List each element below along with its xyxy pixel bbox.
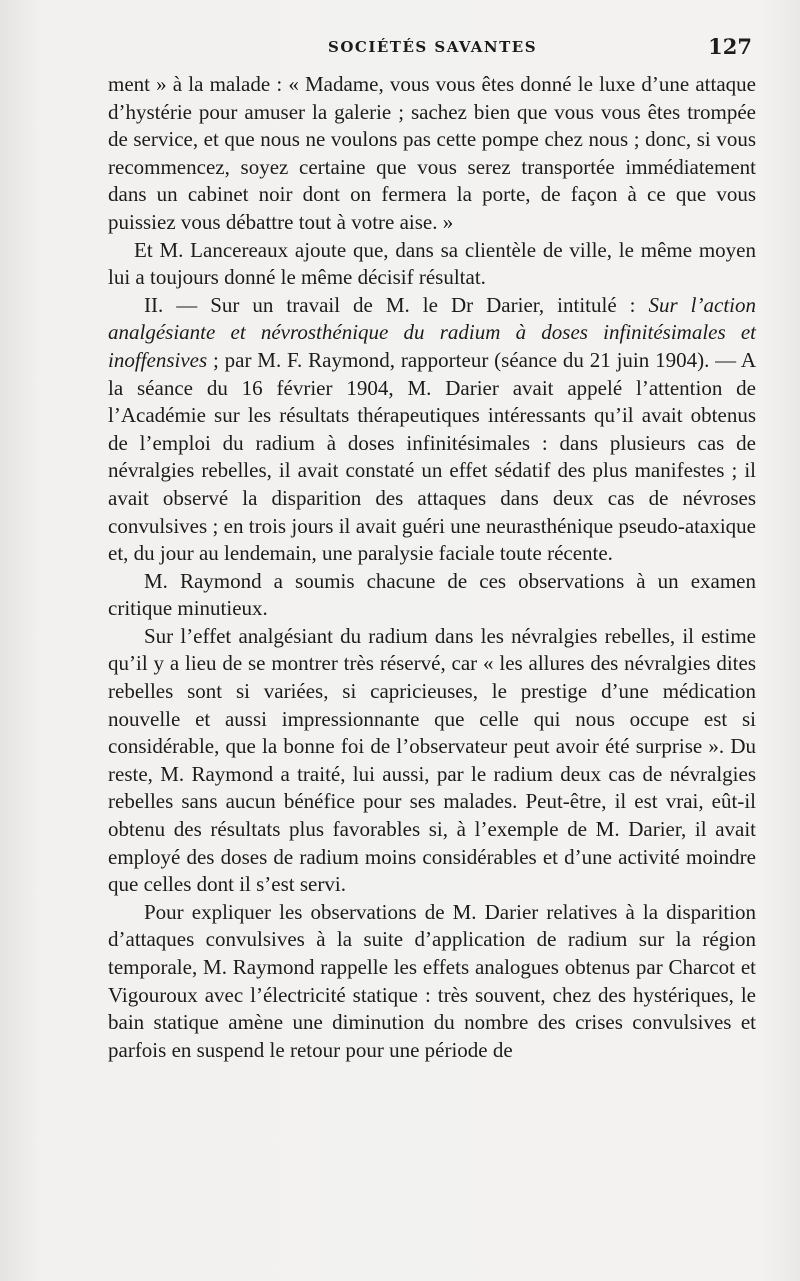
paragraph-6: Pour expliquer les observations de M. Darier relatives à la disparition d’attaques convulsives à la suite d’application de radium sur la région temporale, M. Raymond rappelle les effets analogues obtenus par Charcot et Vigouroux avec l’électricité statique : très souvent, chez des hystériques, le bain statique amène une diminution du nombre des crises convulsives et parfois en suspend le retour pour une période de [108, 899, 756, 1062]
page-number: 127 [708, 34, 752, 59]
running-title: SOCIÉTÉS SAVANTES [328, 38, 538, 56]
paragraph-3 [108, 292, 756, 568]
page-header [110, 34, 762, 62]
paragraph-2: Et M. Lancereaux ajoute que, dans sa clientèle de ville, le même moyen lui a toujours donné le même décisif résultat. [108, 237, 756, 290]
body-text [108, 71, 756, 1064]
paragraph-5: Sur l’effet analgésiant du radium dans les névralgies rebelles, il estime qu’il y a lieu de se montrer très réservé, car « les allures des névralgies dites rebelles sont si variées, si capricieuses, le prestige d’une médication nouvelle et aussi impressionnante que celle qui nous occupe est si considérable, que la bonne foi de l’observateur peut avoir été surprise ». Du reste, M. Raymond a traité, lui aussi, par le radium deux cas de névralgies rebelles sans aucun bénéfice pour ses malades. Peut-être, il est vrai, eût-il obtenu des résultats plus favorables si, à l’exemple de M. Darier, il avait employé des doses de radium moins considérables et d’une activité moindre que celles dont il s’est servi. [108, 623, 756, 897]
paragraph-3-rest: ; par M. F. Raymond, rapporteur (séance du 21 juin 1904). — A la séance du 16 février 1904, M. Darier avait appelé l’attention de l’Académie sur les résultats thérapeutiques intéressants qu’il avait obtenus de l’emploi du radium à doses infinitésimales : dans plusieurs cas de névralgies rebelles, il avait constaté un effet sédatif des plus manifestes ; il avait observé la disparition des attaques dans deux cas de névroses convulsives ; en trois jours il avait guéri une neurasthénique pseudo-ataxique et, du jour au lendemain, une paralysie faciale toute récente. [108, 347, 756, 566]
paragraph-1: ment » à la malade : « Madame, vous vous êtes donné le luxe d’une attaque d’hystérie pour amuser la galerie ; sachez bien que vous vous êtes trompée de service, et que nous ne voulons pas cette pompe chez nous ; donc, si vous recommencez, soyez certaine que vous serez transportée immédiatement dans un cabinet noir dont on fermera la porte, de façon à ce que vous puissiez vous débattre tout à votre aise. » [108, 72, 756, 234]
paragraph-3-lead: II. — Sur un travail de M. le Dr Darier, intitulé : [144, 292, 649, 317]
paragraph-4: M. Raymond a soumis chacune de ces observations à un examen critique minutieux. [108, 568, 756, 621]
paper-title: Sur l’action analgésiante et névrosthénique du radium à doses infinitésimales et inoffensives [108, 292, 756, 372]
